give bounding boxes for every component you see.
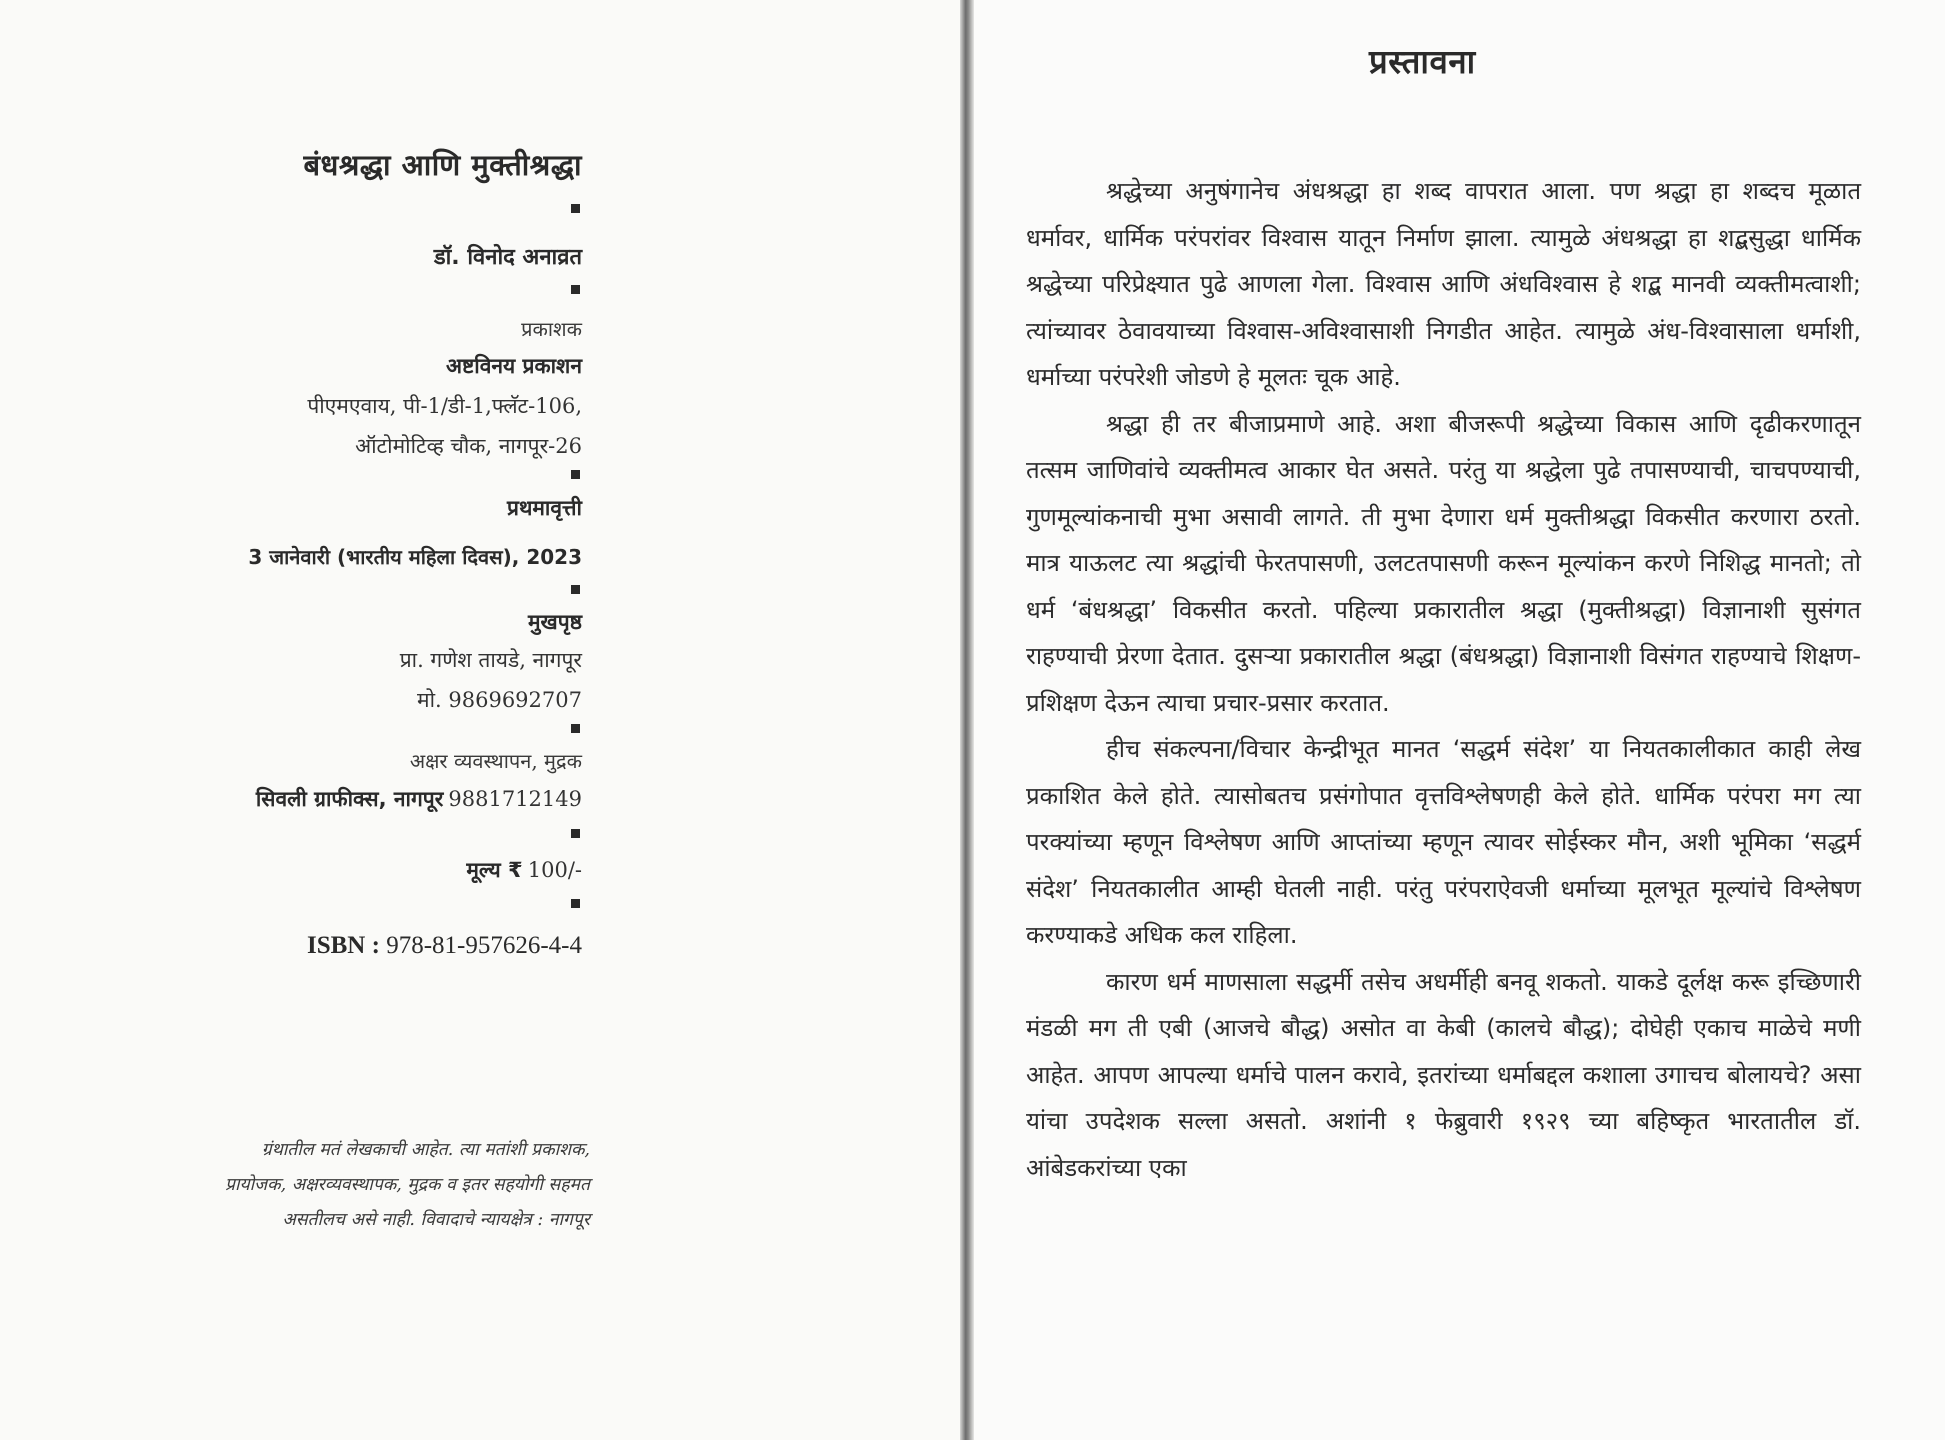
publisher-name: अष्टविनय प्रकाशन (445, 354, 582, 378)
disclaimer-line-2: प्रायोजक, अक्षरव्यवस्थापक, मुद्रक व इतर सहयोगी सहमत (225, 1175, 590, 1195)
publisher-label: प्रकाशक (521, 317, 582, 341)
book-gutter (960, 0, 974, 1440)
book-title: बंधश्रद्धा आणि मुक्तीश्रद्धा (303, 148, 582, 182)
preface-heading: प्रस्तावना (1369, 42, 1476, 81)
edition-date: 3 जानेवारी (भारतीय महिला दिवस), 2023 (248, 545, 582, 569)
separator-bullet (571, 585, 580, 594)
cover-artist: प्रा. गणेश तायडे, नागपूर (399, 648, 582, 672)
cover-artist-phone: मो. 9869692707 (417, 688, 582, 712)
price-value: 100/- (527, 858, 582, 882)
separator-bullet (571, 899, 580, 908)
disclaimer-line-1: ग्रंथातील मतं लेखकाची आहेत. त्या मतांशी प्रकाशक, (261, 1140, 590, 1160)
preface-paragraph: कारण धर्म माणसाला सद्धर्मी तसेच अधर्मीही बनवू शकतो. याकडे दूर्लक्ष करू इच्छिणारी मंडळी मग ती एबी (आजचे बौद्ध) असोत वा केबी (कालचे बौद्ध); दोघेही एकाच माळेचे मणी आहेत. आपण आपल्या धर्माचे पालन करावे, इतरांच्या धर्माबद्दल कशाला उगाचच बोलायचे? असा यांचा उपदेशक सल्ला असतो. अशांनी १ फेब्रुवारी १९२९ च्या बहिष्कृत भारतातील डॉ. आंबेडकरांच्या एका (1026, 967, 1862, 1182)
preface-paragraph: हीच संकल्पना/विचार केन्द्रीभूत मानत ‘सद्धर्म संदेश’ या नियतकालीकात काही लेख प्रकाशित केले होते. त्यासोबतच प्रसंगोपात वृत्तविश्लेषणही केले होते. धार्मिक परंपरा मग त्या परक्यांच्या म्हणून विश्लेषण आणि आप्तांच्या म्हणून त्यावर सोईस्कर मौन, अशी भूमिका ‘सद्धर्म संदेश’ नियतकालीत आम्ही घेतली नाही. परंतु परंपराऐवजी धर्माच्या मूलभूत मूल्यांचे विश्लेषण करण्याकडे अधिक कल राहिला. (1026, 735, 1861, 949)
disclaimer-note (70, 1133, 590, 1238)
preface-paragraph: श्रद्धेच्या अनुषंगानेच अंधश्रद्धा हा शब्द वापरात आला. पण श्रद्धा हा शब्दच मूळात धर्मावर, धार्मिक परंपरांवर विश्वास यातून निर्माण झाला. त्यामुळे अंधश्रद्धा हा शद्बसुद्धा धार्मिक श्रद्धेच्या परिप्रेक्ष्यात पुढे आणला गेला. विश्वास आणि अंधविश्वास हे शद्ब मानवी व्यक्तीमत्वाशी; त्यांच्यावर ठेवावयाच्या विश्वास-अविश्वासाशी निगडीत आहेत. त्यामुळे अंध-विश्वासाला धर्माशी, धर्माच्या परंपरेशी जोडणे हे मूलतः चूक आहे. (1026, 177, 1861, 391)
price-line (62, 850, 582, 891)
imprint-page (0, 0, 960, 1440)
author-name: डॉ. विनोद अनाव्रत (433, 245, 582, 270)
imprint-block (62, 145, 582, 966)
typesetting-label: अक्षर व्यवस्थापन, मुद्रक (409, 749, 582, 773)
isbn-value: 978-81-957626-4-4 (386, 932, 582, 959)
cover-label: मुखपृष्ठ (527, 610, 582, 634)
preface-page (974, 0, 1945, 1440)
separator-bullet (571, 285, 580, 294)
price-label: मूल्य ₹ (466, 858, 523, 882)
preface-body (1026, 168, 1861, 1191)
separator-bullet (571, 829, 580, 838)
disclaimer-line-3: असतीलच असे नाही. विवादाचे न्यायक्षेत्र : नागपूर (282, 1210, 590, 1230)
separator-bullet (571, 204, 580, 213)
printer-phone: 9881712149 (448, 787, 582, 811)
separator-bullet (571, 724, 580, 733)
separator-bullet (571, 470, 580, 479)
publisher-address-line-2: ऑटोमोटिव्ह चौक, नागपूर-26 (355, 434, 582, 458)
publisher-address-line-1: पीएमएवाय, पी-1/डी-1,फ्लॅट-106, (307, 394, 582, 418)
preface-paragraph: श्रद्धा ही तर बीजाप्रमाणे आहे. अशा बीजरूपी श्रद्धेच्या विकास आणि दृढीकरणातून तत्सम जाणिवांचे व्यक्तीमत्व आकार घेत असते. परंतु या श्रद्धेला पुढे तपासण्याची, चाचपण्याची, गुणमूल्यांकनाची मुभा असावी लागते. ती मुभा देणारा धर्म मुक्तीश्रद्धा विकसीत करणारा ठरतो. मात्र याऊलट त्या श्रद्धांची फेरतपासणी, उलटतपासणी करून मूल्यांकन करणे निशिद्ध मानतो; तो धर्म ‘बंधश्रद्धा’ विकसीत करतो. पहिल्या प्रकारातील श्रद्धा (मुक्तीश्रद्धा) विज्ञानाशी सुसंगत राहण्याची प्रेरणा देतात. दुसऱ्या प्रकारातील श्रद्धा (बंधश्रद्धा) विज्ञानाशी विसंगत राहण्याचे शिक्षण-प्रशिक्षण देऊन त्याचा प्रचार-प्रसार करतात. (1026, 409, 1861, 717)
isbn-label: ISBN : (307, 932, 380, 959)
edition-label: प्रथमावृत्ती (507, 496, 582, 520)
printer-line (62, 779, 582, 821)
isbn-line (62, 926, 582, 966)
printer-name: सिवली ग्राफीक्स, नागपूर (255, 787, 444, 811)
